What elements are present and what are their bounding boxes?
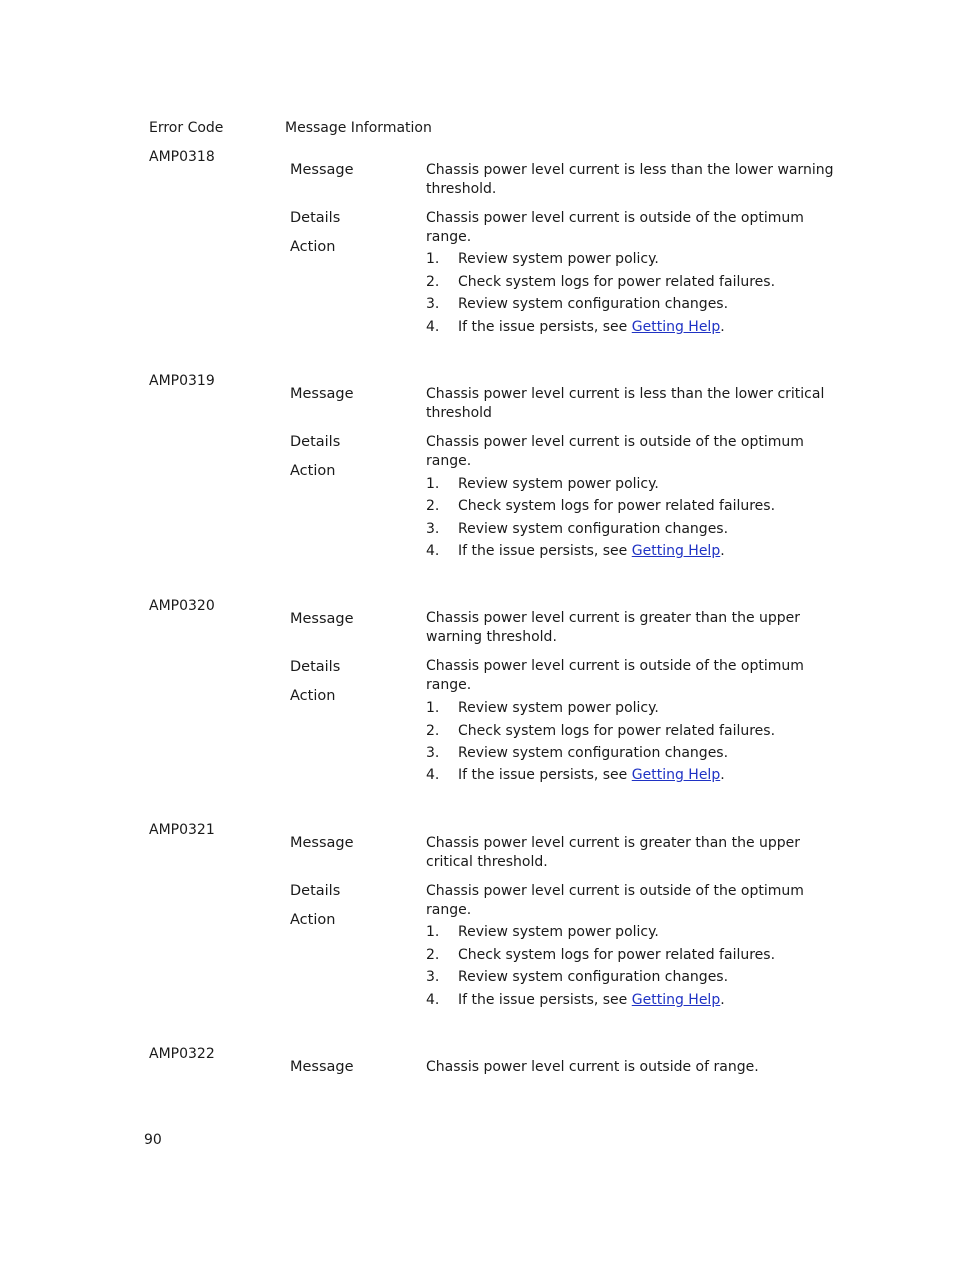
getting-help-link[interactable]: Getting Help xyxy=(631,319,721,335)
action-step: Review system configuration changes. xyxy=(458,745,729,761)
getting-help-link[interactable]: Getting Help xyxy=(631,992,721,1008)
action-label: Action xyxy=(290,239,336,255)
action-step-suffix: . xyxy=(720,543,725,559)
action-step-text: If the issue persists, see xyxy=(458,543,632,559)
action-step-text: If the issue persists, see xyxy=(458,767,632,783)
action-number: 4. xyxy=(426,543,440,559)
action-step-suffix: . xyxy=(720,992,725,1008)
action-number: 2. xyxy=(426,498,440,514)
action-number: 3. xyxy=(426,969,440,985)
details-text: Chassis power level current is outside of the optimum range. xyxy=(426,658,804,693)
details-label: Details xyxy=(290,659,341,675)
action-number: 3. xyxy=(426,521,440,537)
action-step: Review system configuration changes. xyxy=(458,521,729,537)
action-number: 4. xyxy=(426,319,440,335)
action-step: Check system logs for power related failures. xyxy=(458,274,776,290)
action-step-text: If the issue persists, see xyxy=(458,992,632,1008)
details-text: Chassis power level current is outside of the optimum range. xyxy=(426,883,804,918)
error-code: AMP0318 xyxy=(149,149,215,165)
message-text: Chassis power level current is less than the lower critical threshold xyxy=(426,386,825,421)
message-text: Chassis power level current is outside of range. xyxy=(426,1059,759,1075)
action-number: 3. xyxy=(426,745,440,761)
error-code: AMP0322 xyxy=(149,1046,215,1062)
message-text: Chassis power level current is less than the lower warning threshold. xyxy=(426,162,834,197)
action-step-suffix: . xyxy=(720,767,725,783)
action-number: 2. xyxy=(426,274,440,290)
getting-help-link[interactable]: Getting Help xyxy=(631,543,721,559)
action-number: 1. xyxy=(426,700,440,716)
header-error-code: Error Code xyxy=(149,120,224,136)
action-step xyxy=(458,991,725,1010)
action-number: 1. xyxy=(426,924,440,940)
action-number: 2. xyxy=(426,947,440,963)
details-text: Chassis power level current is outside of the optimum range. xyxy=(426,434,804,469)
message-label: Message xyxy=(290,162,354,178)
action-number: 1. xyxy=(426,251,440,267)
action-step-suffix: . xyxy=(720,319,725,335)
action-number: 4. xyxy=(426,992,440,1008)
action-number: 1. xyxy=(426,476,440,492)
action-step: Check system logs for power related failures. xyxy=(458,498,776,514)
action-number: 2. xyxy=(426,723,440,739)
action-step: Check system logs for power related failures. xyxy=(458,947,776,963)
details-label: Details xyxy=(290,883,341,899)
action-step: Review system power policy. xyxy=(458,700,659,716)
details-label: Details xyxy=(290,434,341,450)
error-code: AMP0321 xyxy=(149,822,215,838)
message-label: Message xyxy=(290,835,354,851)
action-step xyxy=(458,766,725,785)
message-text: Chassis power level current is greater than the upper warning threshold. xyxy=(426,610,801,645)
action-step: Review system power policy. xyxy=(458,251,659,267)
action-step: Review system configuration changes. xyxy=(458,296,729,312)
action-step: Review system configuration changes. xyxy=(458,969,729,985)
message-label: Message xyxy=(290,1059,354,1075)
header-message-information: Message Information xyxy=(285,120,432,136)
message-label: Message xyxy=(290,611,354,627)
action-step xyxy=(458,318,725,337)
action-step: Review system power policy. xyxy=(458,476,659,492)
action-step xyxy=(458,542,725,561)
getting-help-link[interactable]: Getting Help xyxy=(631,767,721,783)
action-label: Action xyxy=(290,912,336,928)
error-code: AMP0319 xyxy=(149,373,215,389)
action-number: 4. xyxy=(426,767,440,783)
page-number: 90 xyxy=(144,1132,162,1148)
error-code: AMP0320 xyxy=(149,598,215,614)
action-step: Check system logs for power related failures. xyxy=(458,723,776,739)
action-step-text: If the issue persists, see xyxy=(458,319,632,335)
action-step: Review system power policy. xyxy=(458,924,659,940)
message-text: Chassis power level current is greater than the upper critical threshold. xyxy=(426,835,801,870)
message-label: Message xyxy=(290,386,354,402)
action-number: 3. xyxy=(426,296,440,312)
details-label: Details xyxy=(290,210,341,226)
action-label: Action xyxy=(290,688,336,704)
action-label: Action xyxy=(290,463,336,479)
details-text: Chassis power level current is outside of the optimum range. xyxy=(426,210,804,245)
